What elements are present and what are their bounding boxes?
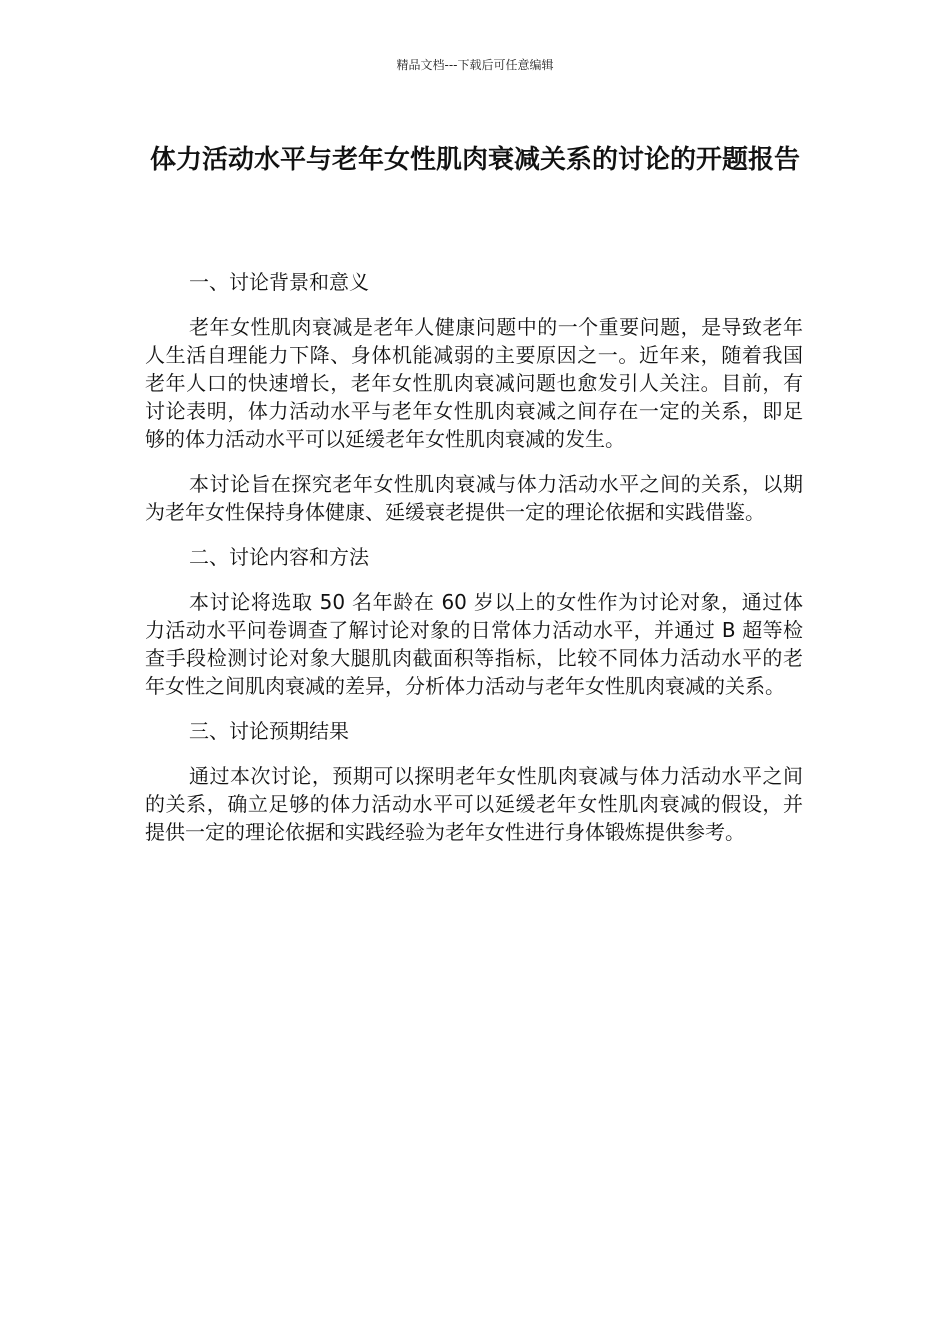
page-header-note: 精品文档---下载后可任意编辑 — [396, 58, 554, 72]
document-title: 体力活动水平与老年女性肌肉衰减关系的讨论的开题报告 — [149, 145, 800, 175]
paragraph-content-method-1: 本讨论将选取 50 名年龄在 60 岁以上的女性作为讨论对象，通过体力活动水平问卷调查了解讨论对象的日常体力活动水平，并通过 B 超等检查手段检测讨论对象大腿肌肉截面积等指标，比较不同体力活动水平的老年女性之间肌肉衰减的差异，分析体力活动与老年女性肌肉衰减的关系。 — [145, 590, 803, 698]
paragraph-background-2: 本讨论旨在探究老年女性肌肉衰减与体力活动水平之间的关系，以期为老年女性保持身体健康、延缓衰老提供一定的理论依据和实践借鉴。 — [145, 472, 803, 524]
document-body — [145, 268, 803, 863]
section-heading-background: 一、讨论背景和意义 — [189, 270, 369, 294]
section-heading-content-method: 二、讨论内容和方法 — [189, 545, 369, 569]
paragraph-expected-results-1: 通过本次讨论，预期可以探明老年女性肌肉衰减与体力活动水平之间的关系，确立足够的体力活动水平可以延缓老年女性肌肉衰减的假设，并提供一定的理论依据和实践经验为老年女性进行身体锻炼提供参考。 — [145, 764, 803, 844]
section-heading-expected-results: 三、讨论预期结果 — [189, 719, 349, 743]
paragraph-background-1: 老年女性肌肉衰减是老年人健康问题中的一个重要问题，是导致老年人生活自理能力下降、身体机能减弱的主要原因之一。近年来，随着我国老年人口的快速增长，老年女性肌肉衰减问题也愈发引人关注。目前，有讨论表明，体力活动水平与老年女性肌肉衰减之间存在一定的关系，即足够的体力活动水平可以延缓老年女性肌肉衰减的发生。 — [145, 315, 803, 451]
